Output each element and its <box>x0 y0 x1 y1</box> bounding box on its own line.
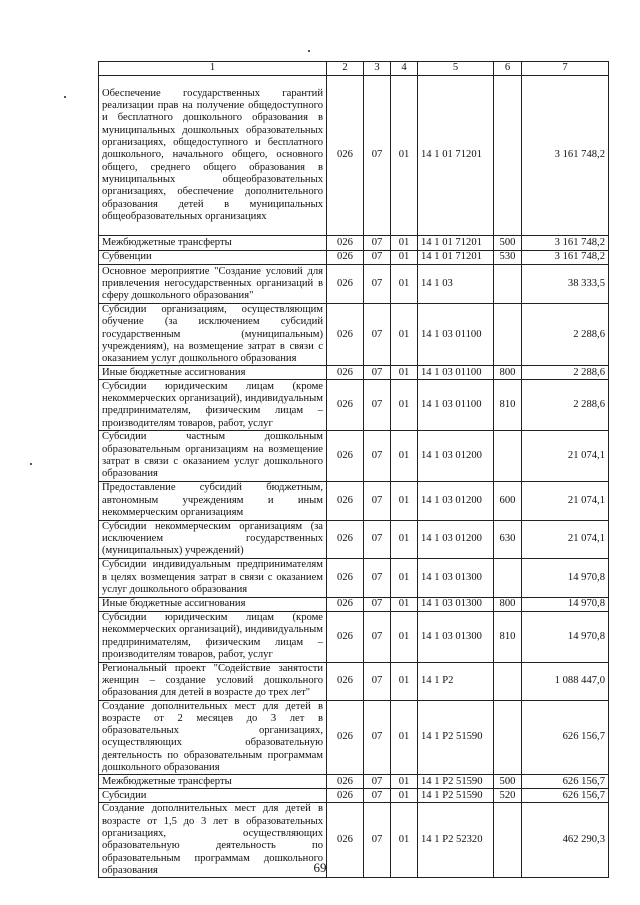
subsection-code: 01 <box>391 366 418 380</box>
subsection-code: 01 <box>391 775 418 789</box>
subsection-code: 01 <box>391 251 418 265</box>
subsection-code: 01 <box>391 236 418 251</box>
item-name: Основное мероприятие "Создание условий для привлечения негосударственных организаций в сферу дошкольного образования" <box>99 265 327 304</box>
amount: 14 970,8 <box>522 597 609 611</box>
target-article-code: 14 1 01 71201 <box>418 251 494 265</box>
subsection-code: 01 <box>391 597 418 611</box>
expense-type-code: 530 <box>494 251 522 265</box>
subsection-code: 01 <box>391 380 418 431</box>
ministry-code: 026 <box>327 597 364 611</box>
target-article-code: 14 1 03 01100 <box>418 366 494 380</box>
section-code: 07 <box>364 431 391 481</box>
ministry-code: 026 <box>327 662 364 700</box>
amount: 2 288,6 <box>522 366 609 380</box>
ministry-code: 026 <box>327 700 364 775</box>
expense-type-code <box>494 76 522 236</box>
section-code: 07 <box>364 775 391 789</box>
item-name: Субсидии юридическим лицам (кроме некоммерческих организаций), индивидуальным предпринимателям, физическим лицам – производителям товаров, работ, услуг <box>99 611 327 662</box>
item-name: Региональный проект "Содействие занятости женщин – создание условий дошкольного образования для детей в возрасте до трех лет" <box>99 662 327 700</box>
item-name: Межбюджетные трансферты <box>99 236 327 251</box>
expense-type-code <box>494 662 522 700</box>
target-article-code: 14 1 03 01300 <box>418 597 494 611</box>
amount: 14 970,8 <box>522 611 609 662</box>
amount: 21 074,1 <box>522 520 609 558</box>
amount: 2 288,6 <box>522 380 609 431</box>
ministry-code: 026 <box>327 304 364 366</box>
expense-type-code: 800 <box>494 366 522 380</box>
expense-type-code: 630 <box>494 520 522 558</box>
scan-speck <box>64 96 66 98</box>
target-article-code: 14 1 03 01200 <box>418 520 494 558</box>
amount: 3 161 748,2 <box>522 76 609 236</box>
target-article-code: 14 1 01 71201 <box>418 236 494 251</box>
item-name: Иные бюджетные ассигнования <box>99 597 327 611</box>
table-row <box>99 775 609 789</box>
item-name: Субвенции <box>99 251 327 265</box>
target-article-code: 14 1 03 01100 <box>418 304 494 366</box>
section-code: 07 <box>364 700 391 775</box>
item-name: Создание дополнительных мест для детей в возрасте от 2 месяцев до 3 лет в образовательных организациях, осуществляющих образовательную деятельность по образовательным программам дошкольного образования <box>99 700 327 775</box>
expense-type-code: 500 <box>494 236 522 251</box>
item-name: Межбюджетные трансферты <box>99 775 327 789</box>
subsection-code: 01 <box>391 611 418 662</box>
column-header: 6 <box>494 62 522 76</box>
subsection-code: 01 <box>391 789 418 803</box>
section-code: 07 <box>364 597 391 611</box>
column-header: 5 <box>418 62 494 76</box>
amount: 38 333,5 <box>522 265 609 304</box>
subsection-code: 01 <box>391 76 418 236</box>
section-code: 07 <box>364 662 391 700</box>
table-row <box>99 236 609 251</box>
item-name: Создание дополнительных мест для детей в возрасте от 1,5 до 3 лет в образовательных организациях, осуществляющих образовательную деятельность по образовательным программам дошкольного образования <box>99 803 327 878</box>
ministry-code: 026 <box>327 431 364 481</box>
item-name: Предоставление субсидий бюджетным, автономным учреждениям и иным некоммерческим организациям <box>99 481 327 520</box>
item-name: Субсидии юридическим лицам (кроме некоммерческих организаций), индивидуальным предпринимателям, физическим лицам – производителям товаров, работ, услуг <box>99 380 327 431</box>
table-row <box>99 520 609 558</box>
ministry-code: 026 <box>327 236 364 251</box>
ministry-code: 026 <box>327 265 364 304</box>
target-article-code: 14 1 03 01300 <box>418 611 494 662</box>
section-code: 07 <box>364 76 391 236</box>
ministry-code: 026 <box>327 481 364 520</box>
item-name: Субсидии частным дошкольным образовательным организациям на возмещение затрат в связи с оказанием услуг дошкольного образования <box>99 431 327 481</box>
item-name: Субсидии некоммерческим организациям (за исключением государственных (муниципальных) учреждений) <box>99 520 327 558</box>
scan-speck <box>30 463 32 465</box>
section-code: 07 <box>364 265 391 304</box>
section-code: 07 <box>364 803 391 878</box>
section-code: 07 <box>364 611 391 662</box>
table-row <box>99 481 609 520</box>
section-code: 07 <box>364 380 391 431</box>
target-article-code: 14 1 P2 51590 <box>418 700 494 775</box>
table-row <box>99 662 609 700</box>
page-number: 69 <box>313 860 327 875</box>
amount: 462 290,3 <box>522 803 609 878</box>
expense-type-code: 810 <box>494 380 522 431</box>
ministry-code: 026 <box>327 789 364 803</box>
subsection-code: 01 <box>391 520 418 558</box>
amount: 1 088 447,0 <box>522 662 609 700</box>
table-row <box>99 597 609 611</box>
amount: 2 288,6 <box>522 304 609 366</box>
amount: 3 161 748,2 <box>522 251 609 265</box>
section-code: 07 <box>364 236 391 251</box>
budget-table <box>98 61 609 878</box>
table-row <box>99 304 609 366</box>
table-row <box>99 380 609 431</box>
table-row <box>99 700 609 775</box>
table-row <box>99 265 609 304</box>
table-row <box>99 76 609 236</box>
expense-type-code <box>494 304 522 366</box>
target-article-code: 14 1 P2 51590 <box>418 775 494 789</box>
ministry-code: 026 <box>327 251 364 265</box>
expense-type-code: 800 <box>494 597 522 611</box>
column-header: 3 <box>364 62 391 76</box>
amount: 626 156,7 <box>522 700 609 775</box>
target-article-code: 14 1 03 01200 <box>418 481 494 520</box>
subsection-code: 01 <box>391 558 418 597</box>
subsection-code: 01 <box>391 662 418 700</box>
expense-type-code <box>494 431 522 481</box>
target-article-code: 14 1 03 01200 <box>418 431 494 481</box>
item-name: Иные бюджетные ассигнования <box>99 366 327 380</box>
expense-type-code <box>494 558 522 597</box>
scan-speck <box>308 50 310 52</box>
table-row <box>99 431 609 481</box>
section-code: 07 <box>364 251 391 265</box>
target-article-code: 14 1 P2 <box>418 662 494 700</box>
amount: 626 156,7 <box>522 775 609 789</box>
target-article-code: 14 1 P2 52320 <box>418 803 494 878</box>
table-row <box>99 366 609 380</box>
item-name: Обеспечение государственных гарантий реализации прав на получение общедоступного и бесплатного дошкольного образования в муниципальных дошкольных образовательных организациях, общедоступного и бесплатного дошкольного, начального общего, основного общего, среднего общего образования в муниципальных общеобразовательных организациях, обеспечение дополнительного образования детей в муниципальных общеобразовательных организациях <box>99 76 327 236</box>
subsection-code: 01 <box>391 431 418 481</box>
amount: 21 074,1 <box>522 431 609 481</box>
column-header: 7 <box>522 62 609 76</box>
target-article-code: 14 1 03 01300 <box>418 558 494 597</box>
subsection-code: 01 <box>391 304 418 366</box>
section-code: 07 <box>364 481 391 520</box>
column-header: 2 <box>327 62 364 76</box>
subsection-code: 01 <box>391 481 418 520</box>
ministry-code: 026 <box>327 611 364 662</box>
subsection-code: 01 <box>391 803 418 878</box>
item-name: Субсидии индивидуальным предпринимателям в целях возмещения затрат в связи с оказанием услуг дошкольного образования <box>99 558 327 597</box>
ministry-code: 026 <box>327 366 364 380</box>
amount: 3 161 748,2 <box>522 236 609 251</box>
table-row <box>99 251 609 265</box>
target-article-code: 14 1 P2 51590 <box>418 789 494 803</box>
ministry-code: 026 <box>327 558 364 597</box>
expense-type-code <box>494 700 522 775</box>
target-article-code: 14 1 03 01100 <box>418 380 494 431</box>
table-row <box>99 611 609 662</box>
amount: 21 074,1 <box>522 481 609 520</box>
section-code: 07 <box>364 789 391 803</box>
amount: 14 970,8 <box>522 558 609 597</box>
column-header: 1 <box>99 62 327 76</box>
ministry-code: 026 <box>327 775 364 789</box>
item-name: Субсидии <box>99 789 327 803</box>
expense-type-code <box>494 265 522 304</box>
section-code: 07 <box>364 520 391 558</box>
table-header-row <box>99 62 609 76</box>
expense-type-code: 600 <box>494 481 522 520</box>
column-header: 4 <box>391 62 418 76</box>
section-code: 07 <box>364 558 391 597</box>
subsection-code: 01 <box>391 700 418 775</box>
subsection-code: 01 <box>391 265 418 304</box>
table-row <box>99 789 609 803</box>
ministry-code: 026 <box>327 76 364 236</box>
expense-type-code: 520 <box>494 789 522 803</box>
section-code: 07 <box>364 304 391 366</box>
ministry-code: 026 <box>327 520 364 558</box>
expense-type-code: 500 <box>494 775 522 789</box>
ministry-code: 026 <box>327 803 364 878</box>
ministry-code: 026 <box>327 380 364 431</box>
amount: 626 156,7 <box>522 789 609 803</box>
section-code: 07 <box>364 366 391 380</box>
expense-type-code: 810 <box>494 611 522 662</box>
target-article-code: 14 1 03 <box>418 265 494 304</box>
item-name: Субсидии организациям, осуществляющим обучение (за исключением субсидий государственным (муниципальным) учреждениям), на возмещение затрат в связи с оказанием услуг дошкольного образования <box>99 304 327 366</box>
table-row <box>99 558 609 597</box>
target-article-code: 14 1 01 71201 <box>418 76 494 236</box>
